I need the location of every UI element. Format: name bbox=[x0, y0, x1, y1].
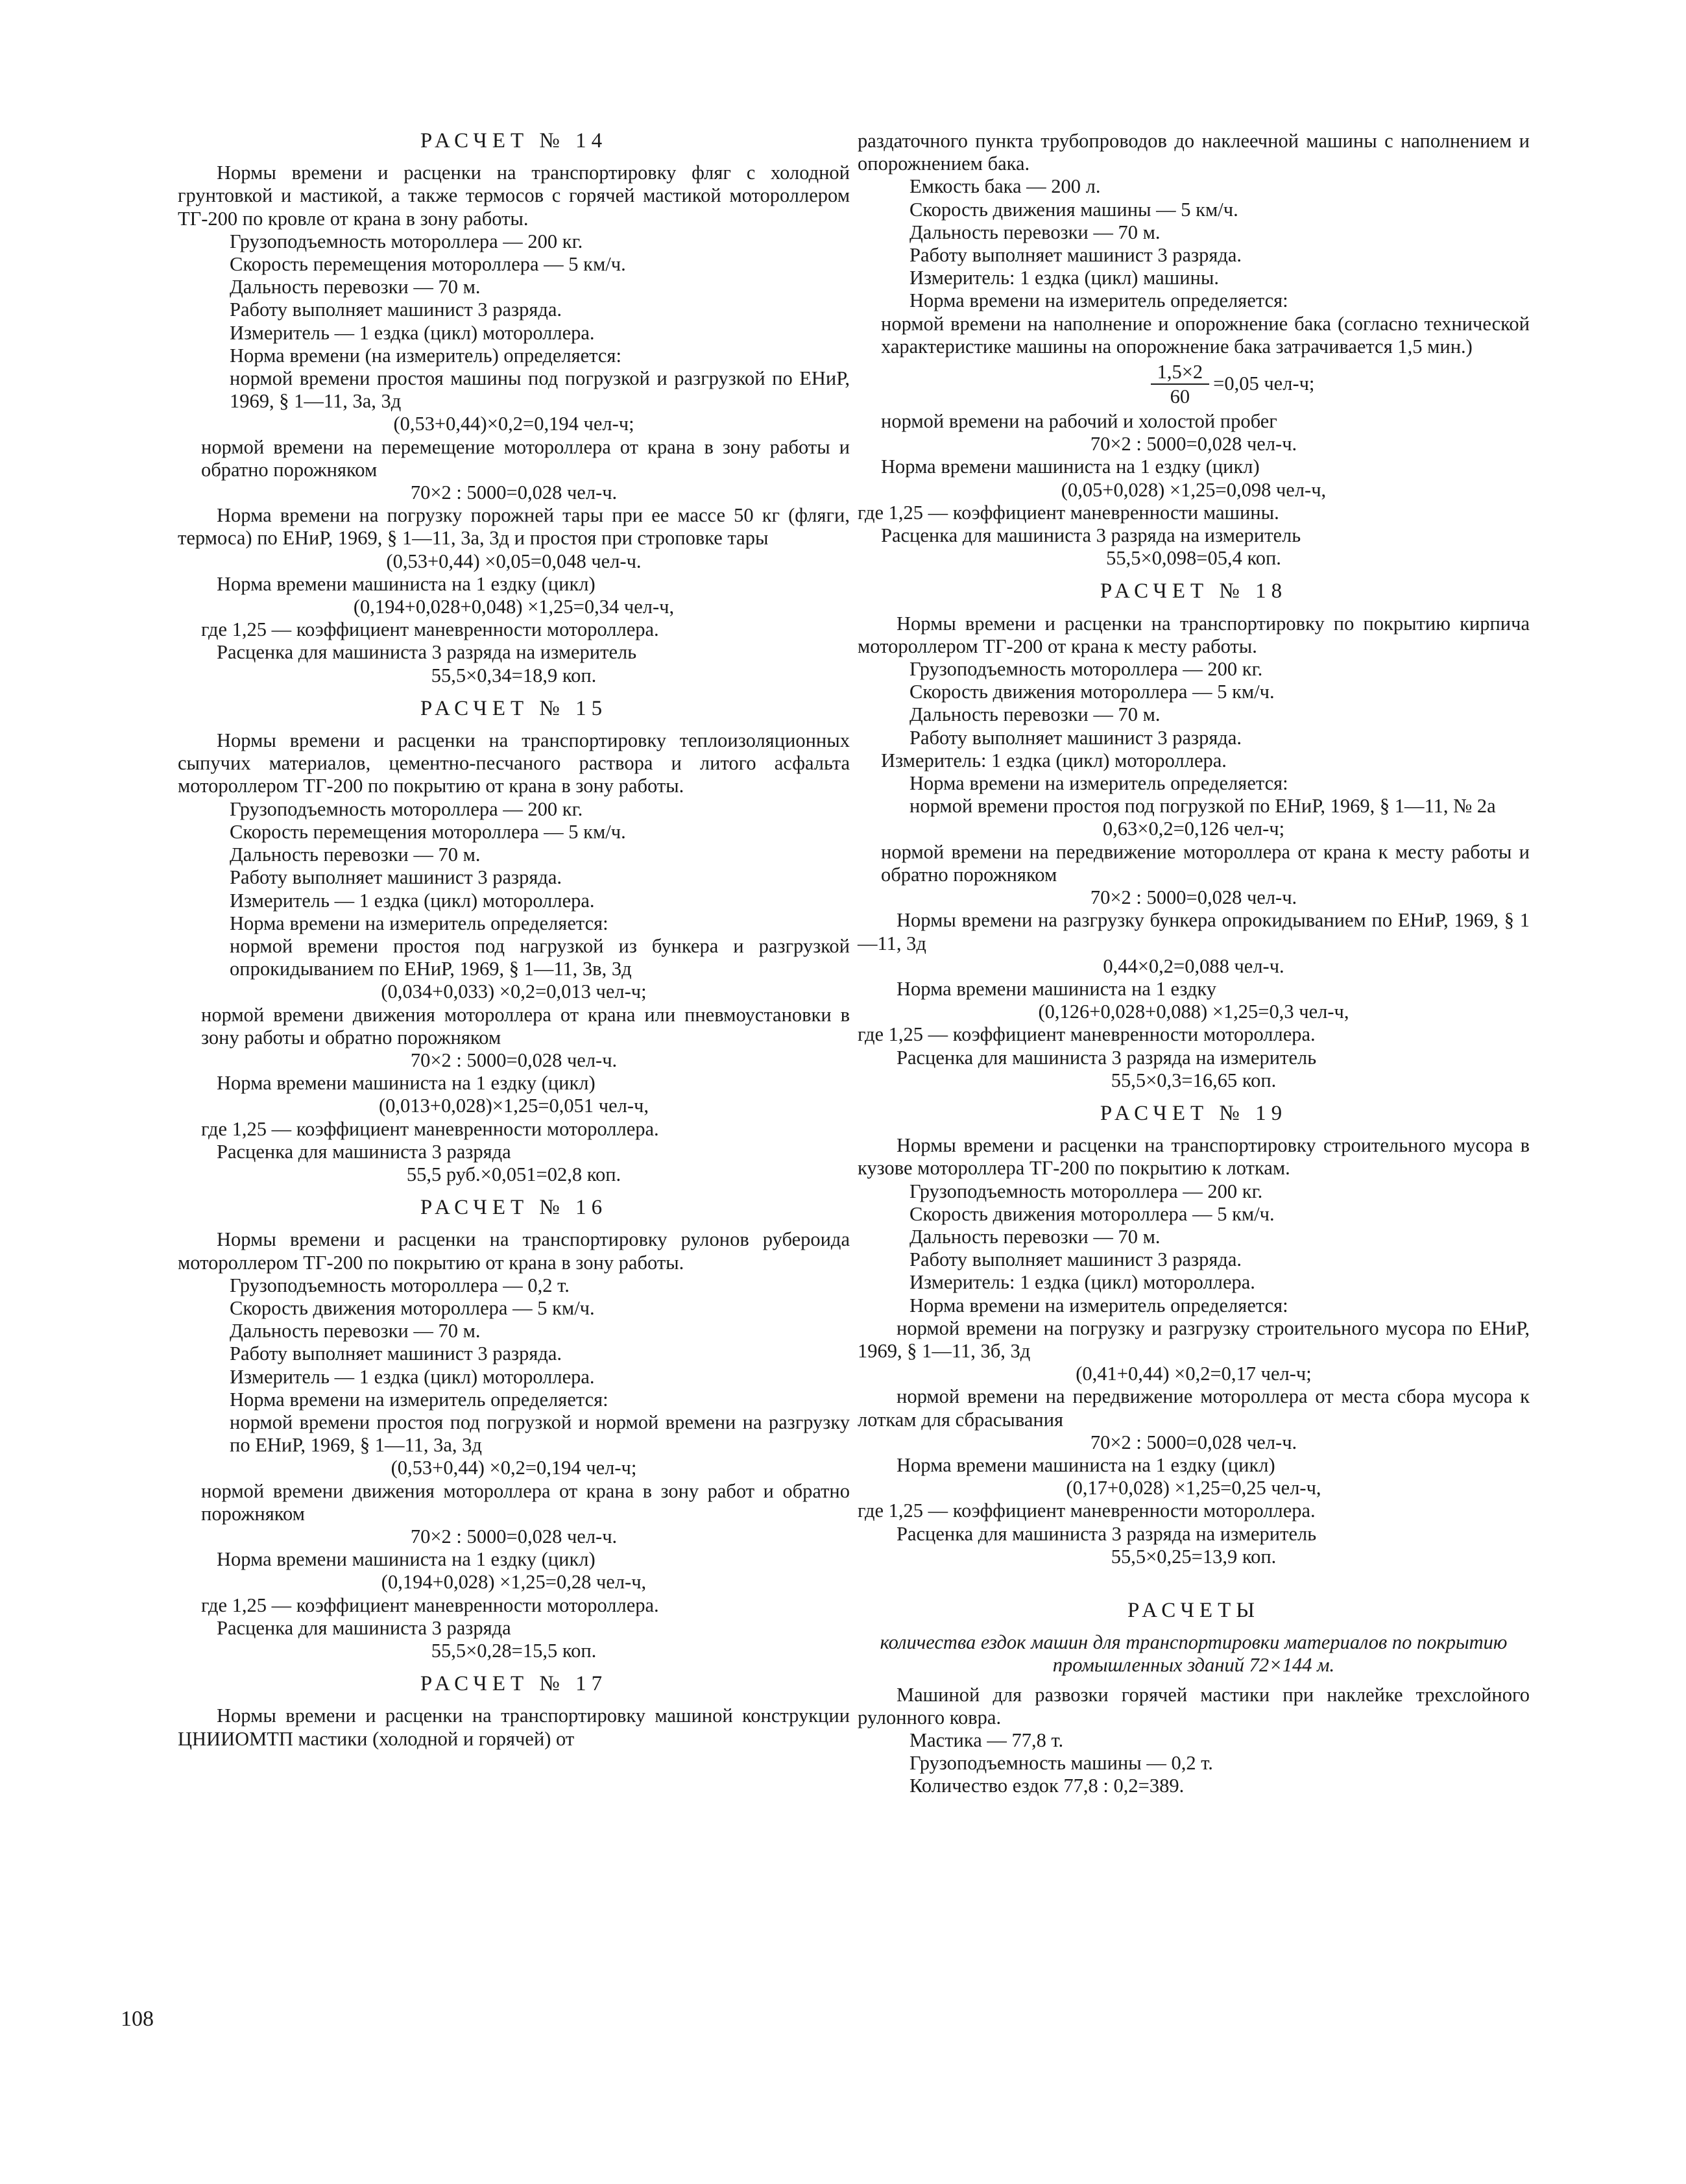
text-line: Грузоподъемность мотороллера — 0,2 т. bbox=[230, 1274, 570, 1296]
text-line: Грузоподъемность мотороллера — 200 кг. bbox=[230, 230, 583, 252]
text-line: нормой времени простоя машины под погрузкой и разгрузкой по ЕНиР, 1969, § 1—11, 3а, 3д bbox=[230, 367, 850, 413]
left-column bbox=[178, 130, 850, 1751]
right-column bbox=[858, 130, 1530, 1798]
calcs-heading: РАСЧЕТЫ bbox=[1127, 1598, 1260, 1622]
calc-18-heading: РАСЧЕТ № 18 bbox=[1100, 579, 1288, 603]
text-line: Расценка для машиниста 3 разряда на измеритель bbox=[897, 1522, 1317, 1545]
calc-16-heading: РАСЧЕТ № 16 bbox=[420, 1196, 608, 1220]
formula: 55,5 руб.×0,051=02,8 коп. bbox=[406, 1163, 621, 1185]
text-line: Грузоподъемность мотороллера — 200 кг. bbox=[230, 797, 583, 820]
text-line: Норма времени на измеритель определяется: bbox=[230, 912, 608, 934]
text-line: Скорость движения мотороллера — 5 км/ч. bbox=[909, 681, 1275, 703]
calc-18-intro: Нормы времени и расценки на транспортировку по покрытию кирпича мотороллером ТГ-200 от крана к месту работы. bbox=[858, 612, 1530, 657]
text-line: Расценка для машиниста 3 разряда bbox=[217, 1616, 511, 1639]
formula: (0,17+0,028) ×1,25=0,25 чел-ч, bbox=[1066, 1477, 1321, 1499]
text-line: Количество ездок 77,8 : 0,2=389. bbox=[909, 1775, 1185, 1797]
text-line: Работу выполняет машинист 3 разряда. bbox=[909, 1248, 1242, 1271]
text-line: Норма времени машиниста на 1 ездку (цикл) bbox=[897, 1453, 1275, 1476]
text-line: Расценка для машиниста 3 разряда на измеритель bbox=[881, 524, 1301, 547]
formula: (0,126+0,028+0,088) ×1,25=0,3 чел-ч, bbox=[1038, 1001, 1349, 1023]
text-line: Расценка для машиниста 3 разряда bbox=[217, 1140, 511, 1163]
fraction-formula bbox=[858, 358, 1530, 410]
text-line: Машиной для развозки горячей мастики при наклейке трехслойного рулонного ковра. bbox=[858, 1683, 1530, 1729]
calc-15-heading: РАСЧЕТ № 15 bbox=[420, 696, 608, 720]
formula: 70×2 : 5000=0,028 чел-ч. bbox=[1090, 433, 1297, 455]
calc-14-heading: РАСЧЕТ № 14 bbox=[420, 129, 608, 152]
fraction-result: =0,05 чел-ч; bbox=[1213, 372, 1315, 395]
text-line: нормой времени простоя под погрузкой и нормой времени на разгрузку по ЕНиР, 1969, § 1—11, 3а, 3д bbox=[230, 1411, 850, 1457]
text-line: нормой времени на рабочий и холостой пробег bbox=[881, 410, 1277, 433]
fraction-numerator: 1,5×2 bbox=[1151, 360, 1210, 385]
text-line: Скорость движения мотороллера — 5 км/ч. bbox=[909, 1202, 1275, 1225]
text-line: Измеритель: 1 ездка (цикл) мотороллера. bbox=[881, 749, 1227, 771]
formula: 70×2 : 5000=0,028 чел-ч. bbox=[410, 1049, 618, 1071]
text-line: Дальность перевозки — 70 м. bbox=[909, 1225, 1161, 1248]
text-line: Дальность перевозки — 70 м. bbox=[230, 1320, 481, 1342]
text-line: где 1,25 — коэффициент маневренности мотороллера. bbox=[201, 618, 659, 641]
text-line: нормой времени на передвижение мотороллера от крана к месту работы и обратно порожняком bbox=[881, 840, 1530, 886]
text-line: Измеритель: 1 ездка (цикл) мотороллера. bbox=[909, 1271, 1255, 1294]
text-line: Норма времени машиниста на 1 ездку bbox=[897, 977, 1217, 1000]
formula: (0,53+0,44) ×0,05=0,048 чел-ч. bbox=[386, 550, 642, 572]
calc-16-intro: Нормы времени и расценки на транспортировку рулонов рубероида мотороллером ТГ-200 по покрытию от крана в зону работы. bbox=[178, 1228, 850, 1274]
text-line: Дальность перевозки — 70 м. bbox=[230, 276, 481, 298]
text-line: Измеритель — 1 ездка (цикл) мотороллера. bbox=[230, 1365, 595, 1388]
text-line: нормой времени на передвижение мотороллера от места сбора мусора к лоткам для сбрасывания bbox=[858, 1385, 1530, 1431]
text-line: где 1,25 — коэффициент маневренности мотороллера. bbox=[858, 1499, 1316, 1522]
text-line: где 1,25 — коэффициент маневренности машины. bbox=[858, 501, 1279, 524]
formula: (0,194+0,028+0,048) ×1,25=0,34 чел-ч, bbox=[353, 596, 675, 618]
text-line: Скорость движения машины — 5 км/ч. bbox=[909, 198, 1238, 221]
text-line: Дальность перевозки — 70 м. bbox=[909, 703, 1161, 726]
text-line: Норма времени машиниста на 1 ездку (цикл) bbox=[217, 1548, 596, 1571]
text-line: Расценка для машиниста 3 разряда на измеритель bbox=[217, 641, 637, 664]
text-line: Норма времени машиниста на 1 ездку (цикл) bbox=[217, 572, 596, 595]
text-line: Работу выполняет машинист 3 разряда. bbox=[230, 298, 562, 321]
text-line: нормой времени на наполнение и опорожнение бака (согласно технической характеристике машины на опорожнение бака затрачивается 1,5 мин.) bbox=[881, 312, 1530, 358]
formula: (0,034+0,033) ×0,2=0,013 чел-ч; bbox=[381, 980, 647, 1003]
formula: 70×2 : 5000=0,028 чел-ч. bbox=[1090, 1431, 1297, 1453]
text-line: Работу выполняет машинист 3 разряда. bbox=[230, 1342, 562, 1365]
formula: 0,63×0,2=0,126 чел-ч; bbox=[1102, 818, 1285, 840]
text-line: Измеритель — 1 ездка (цикл) мотороллера. bbox=[230, 889, 595, 912]
text-line: нормой времени движения мотороллера от крана или пневмоустановки в зону работы и обратно порожняком bbox=[201, 1003, 850, 1049]
text-line: Мастика — 77,8 т. bbox=[909, 1729, 1064, 1751]
text-line: Норма времени на измеритель определяется: bbox=[230, 1388, 608, 1411]
formula: (0,53+0,44)×0,2=0,194 чел-ч; bbox=[393, 413, 634, 435]
text-line: нормой времени простоя под погрузкой по ЕНиР, 1969, § 1—11, № 2а bbox=[909, 795, 1496, 818]
text-line: Измеритель: 1 ездка (цикл) машины. bbox=[909, 267, 1219, 289]
text-line: Скорость перемещения мотороллера — 5 км/ч. bbox=[230, 820, 626, 843]
text-line: Норма времени на измеритель определяется: bbox=[909, 289, 1288, 312]
text-line: Работу выполняет машинист 3 разряда. bbox=[909, 726, 1242, 749]
formula: 70×2 : 5000=0,028 чел-ч. bbox=[410, 481, 618, 504]
calc-19-heading: РАСЧЕТ № 19 bbox=[1100, 1101, 1288, 1125]
text-line: Норма времени (на измеритель) определяется: bbox=[230, 344, 621, 367]
formula: (0,05+0,028) ×1,25=0,098 чел-ч, bbox=[1061, 478, 1327, 501]
formula: 0,44×0,2=0,088 чел-ч. bbox=[1103, 954, 1284, 977]
text-line: нормой времени движения мотороллера от крана в зону работ и обратно порожняком bbox=[201, 1479, 850, 1525]
text-line: Емкость бака — 200 л. bbox=[909, 175, 1101, 198]
text-line: Дальность перевозки — 70 м. bbox=[909, 221, 1161, 243]
text-line: Работу выполняет машинист 3 разряда. bbox=[230, 866, 562, 889]
formula: 55,5×0,25=13,9 коп. bbox=[1111, 1545, 1277, 1568]
text-line: нормой времени простоя под нагрузкой из бункера и разгрузкой опрокидыванием по ЕНиР, 1969, § 1—11, 3в, 3д bbox=[230, 934, 850, 980]
formula: (0,013+0,028)×1,25=0,051 чел-ч, bbox=[378, 1095, 649, 1117]
formula: 55,5×0,34=18,9 коп. bbox=[431, 664, 597, 686]
text-line: где 1,25 — коэффициент маневренности мотороллера. bbox=[201, 1594, 659, 1616]
calc-14-intro: Нормы времени и расценки на транспортировку фляг с холодной грунтовкой и мастикой, а также термосов с горячей мастикой мотороллером ТГ-200 по кровле от крана в зону работы. bbox=[178, 162, 850, 230]
formula: 70×2 : 5000=0,028 чел-ч. bbox=[410, 1525, 618, 1547]
text-line: Расценка для машиниста 3 разряда на измеритель bbox=[897, 1046, 1317, 1069]
text-line: Норма времени на измеритель определяется: bbox=[909, 1294, 1288, 1316]
text-line: Норма времени машиниста на 1 ездку (цикл) bbox=[217, 1072, 596, 1095]
text-line: Норма времени на погрузку порожней тары при ее массе 50 кг (фляги, термоса) по ЕНиР, 1969, § 1—11, 3а, 3д и простоя при строповке тары bbox=[178, 504, 850, 550]
text-line: где 1,25 — коэффициент маневренности мотороллера. bbox=[201, 1117, 659, 1140]
formula: (0,194+0,028) ×1,25=0,28 чел-ч, bbox=[381, 1571, 647, 1594]
formula: 55,5×0,098=05,4 коп. bbox=[1106, 547, 1281, 570]
text-line: Дальность перевозки — 70 м. bbox=[230, 843, 481, 866]
formula: 55,5×0,28=15,5 коп. bbox=[431, 1640, 597, 1662]
text-line: Работу выполняет машинист 3 разряда. bbox=[909, 244, 1242, 267]
text-line: нормой времени на перемещение мотороллера от крана в зону работы и обратно порожняком bbox=[201, 435, 850, 481]
text-line: Скорость движения мотороллера — 5 км/ч. bbox=[230, 1296, 595, 1319]
text-line: Грузоподъемность машины — 0,2 т. bbox=[909, 1752, 1213, 1775]
formula: (0,41+0,44) ×0,2=0,17 чел-ч; bbox=[1076, 1363, 1312, 1385]
text-line: Грузоподъемность мотороллера — 200 кг. bbox=[909, 658, 1263, 681]
calcs-subtitle: количества ездок машин для транспортировки материалов по покрытию промышленных зданий 72×144 м. bbox=[880, 1631, 1508, 1677]
text-line: где 1,25 — коэффициент маневренности мотороллера. bbox=[858, 1023, 1316, 1046]
text-line: Скорость перемещения мотороллера — 5 км/ч. bbox=[230, 253, 626, 276]
page-number: 108 bbox=[121, 2007, 154, 2031]
fraction-denominator: 60 bbox=[1170, 385, 1190, 408]
calc-19-intro: Нормы времени и расценки на транспортировку строительного мусора в кузове мотороллера ТГ-200 по покрытию к лоткам. bbox=[858, 1134, 1530, 1180]
formula: 70×2 : 5000=0,028 чел-ч. bbox=[1090, 886, 1297, 909]
fraction bbox=[1151, 360, 1210, 408]
calc-17-intro: Нормы времени и расценки на транспортировку машиной конструкции ЦНИИОМТП мастики (холодной и горячей) от bbox=[178, 1705, 850, 1750]
text-line: нормой времени на погрузку и разгрузку строительного мусора по ЕНиР, 1969, § 1—11, 3б, 3д bbox=[858, 1316, 1530, 1362]
section-gap bbox=[858, 1568, 1530, 1589]
text-line: Норма времени на измеритель определяется: bbox=[909, 772, 1288, 795]
text-line: Нормы времени на разгрузку бункера опрокидыванием по ЕНиР, 1969, § 1—11, 3д bbox=[858, 909, 1530, 954]
calc-17-continued: раздаточного пункта трубопроводов до наклеечной машины с наполнением и опорожнением бака. bbox=[858, 130, 1530, 175]
text-line: Измеритель — 1 ездка (цикл) мотороллера. bbox=[230, 321, 595, 344]
text-line: Грузоподъемность мотороллера — 200 кг. bbox=[909, 1180, 1263, 1202]
calc-17-heading: РАСЧЕТ № 17 bbox=[420, 1672, 608, 1696]
formula: (0,53+0,44) ×0,2=0,194 чел-ч; bbox=[391, 1457, 637, 1479]
text-line: Норма времени машиниста на 1 ездку (цикл) bbox=[881, 455, 1260, 478]
calc-15-intro: Нормы времени и расценки на транспортировку теплоизоляционных сыпучих материалов, цементно-песчаного раствора и литого асфальта мотороллером ТГ-200 по покрытию от крана в зону работы. bbox=[178, 729, 850, 797]
formula: 55,5×0,3=16,65 коп. bbox=[1111, 1069, 1277, 1091]
